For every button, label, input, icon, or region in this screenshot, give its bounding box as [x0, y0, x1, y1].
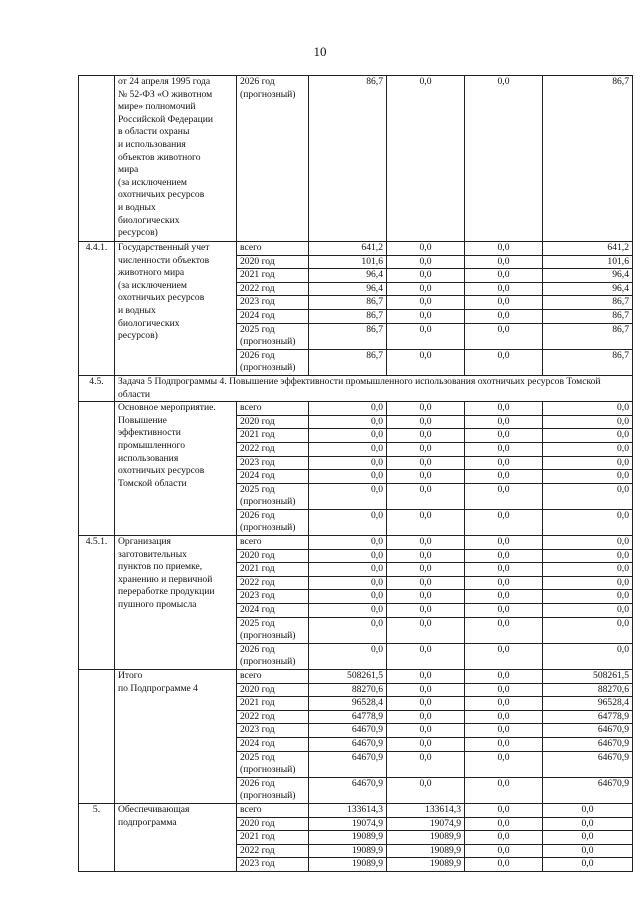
total-value: 0,0 — [309, 415, 387, 429]
year-label: 2026 год (прогнозный) — [237, 76, 309, 242]
federal-value: 0,0 — [387, 349, 465, 375]
task-4-5-row — [79, 375, 633, 401]
federal-value: 0,0 — [387, 536, 465, 550]
regional-value: 0,0 — [465, 576, 543, 590]
year-label: 2022 год — [237, 282, 309, 296]
federal-value: 0,0 — [387, 509, 465, 535]
federal-value: 19089,9 — [387, 844, 465, 858]
other-value: 0,0 — [543, 831, 633, 845]
year-label: 2021 год — [237, 269, 309, 283]
year-label: 2023 год — [237, 456, 309, 470]
year-label: 2023 год — [237, 590, 309, 604]
item-5-row — [79, 803, 633, 817]
total-value: 133614,3 — [309, 803, 387, 817]
total-value: 64670,9 — [309, 737, 387, 751]
other-value: 0,0 — [543, 858, 633, 872]
federal-value: 0,0 — [387, 282, 465, 296]
year-label: 2026 год (прогнозный) — [237, 349, 309, 375]
year-label: всего — [237, 536, 309, 550]
regional-value: 0,0 — [465, 242, 543, 256]
regional-value: 0,0 — [465, 549, 543, 563]
total-value: 0,0 — [309, 456, 387, 470]
regional-value: 0,0 — [465, 617, 543, 643]
total-value: 101,6 — [309, 255, 387, 269]
total-value: 0,0 — [309, 509, 387, 535]
total-value: 0,0 — [309, 604, 387, 618]
other-value: 64670,9 — [543, 737, 633, 751]
regional-value: 0,0 — [465, 470, 543, 484]
regional-value: 0,0 — [465, 683, 543, 697]
total-value: 96,4 — [309, 269, 387, 283]
year-label: 2023 год — [237, 296, 309, 310]
year-label: 2025 год (прогнозный) — [237, 483, 309, 509]
total-value: 508261,5 — [309, 670, 387, 684]
total-value: 0,0 — [309, 429, 387, 443]
regional-value: 0,0 — [465, 483, 543, 509]
other-value: 0,0 — [543, 604, 633, 618]
regional-value: 0,0 — [465, 442, 543, 456]
row-number: 5. — [79, 803, 115, 871]
measure-description: Государственный учет численности объектов животного мира (за исключением охотничьих ресурсов и водных биологических ресурсов) — [115, 242, 237, 376]
federal-value: 0,0 — [387, 242, 465, 256]
other-value: 96528,4 — [543, 697, 633, 711]
other-value: 0,0 — [543, 402, 633, 416]
regional-value: 0,0 — [465, 858, 543, 872]
other-value: 64778,9 — [543, 710, 633, 724]
year-label: 2023 год — [237, 858, 309, 872]
federal-value: 0,0 — [387, 76, 465, 242]
regional-value: 0,0 — [465, 309, 543, 323]
regional-value: 0,0 — [465, 255, 543, 269]
year-label: 2024 год — [237, 470, 309, 484]
other-value: 641,2 — [543, 242, 633, 256]
total-value: 86,7 — [309, 76, 387, 242]
regional-value: 0,0 — [465, 282, 543, 296]
regional-value: 0,0 — [465, 817, 543, 831]
total-value: 86,7 — [309, 309, 387, 323]
year-label: 2020 год — [237, 817, 309, 831]
regional-value: 0,0 — [465, 402, 543, 416]
year-label: 2023 год — [237, 724, 309, 738]
other-value: 64670,9 — [543, 751, 633, 777]
budget-table — [78, 75, 633, 872]
other-value: 0,0 — [543, 470, 633, 484]
total-value: 64670,9 — [309, 777, 387, 803]
year-label: 2020 год — [237, 549, 309, 563]
other-value: 96,4 — [543, 269, 633, 283]
total-value: 0,0 — [309, 536, 387, 550]
total-value: 86,7 — [309, 349, 387, 375]
other-value: 0,0 — [543, 590, 633, 604]
total-value: 96,4 — [309, 282, 387, 296]
year-label: 2025 год (прогнозный) — [237, 323, 309, 349]
federal-value: 0,0 — [387, 751, 465, 777]
total-value: 96528,4 — [309, 697, 387, 711]
total-value: 19074,9 — [309, 817, 387, 831]
regional-value: 0,0 — [465, 509, 543, 535]
regional-value: 0,0 — [465, 563, 543, 577]
federal-value: 0,0 — [387, 483, 465, 509]
year-label: 2024 год — [237, 309, 309, 323]
regional-value: 0,0 — [465, 604, 543, 618]
other-value: 0,0 — [543, 442, 633, 456]
regional-value: 0,0 — [465, 296, 543, 310]
row-number: 4.5. — [79, 375, 115, 401]
federal-value: 0,0 — [387, 683, 465, 697]
other-value: 0,0 — [543, 415, 633, 429]
other-value: 86,7 — [543, 309, 633, 323]
year-label: 2021 год — [237, 563, 309, 577]
other-value: 86,7 — [543, 323, 633, 349]
regional-value: 0,0 — [465, 349, 543, 375]
federal-value: 0,0 — [387, 255, 465, 269]
year-label: всего — [237, 242, 309, 256]
row-number: 4.4.1. — [79, 242, 115, 376]
other-value: 86,7 — [543, 296, 633, 310]
other-value: 0,0 — [543, 563, 633, 577]
year-label: всего — [237, 670, 309, 684]
federal-value: 0,0 — [387, 456, 465, 470]
other-value: 64670,9 — [543, 777, 633, 803]
federal-value: 0,0 — [387, 429, 465, 443]
main-activity-row — [79, 402, 633, 416]
item-4-4-1-row — [79, 242, 633, 256]
federal-value: 0,0 — [387, 643, 465, 669]
row-number — [79, 402, 115, 536]
total-value: 0,0 — [309, 563, 387, 577]
regional-value: 0,0 — [465, 710, 543, 724]
regional-value: 0,0 — [465, 803, 543, 817]
federal-value: 19089,9 — [387, 858, 465, 872]
federal-value: 0,0 — [387, 269, 465, 283]
year-label: 2020 год — [237, 255, 309, 269]
continuation-row — [79, 76, 633, 242]
other-value: 0,0 — [543, 643, 633, 669]
measure-description: Организация заготовительных пунктов по приемке, хранению и первичной переработке продукции пушного промысла — [115, 536, 237, 670]
other-value: 0,0 — [543, 844, 633, 858]
year-label: всего — [237, 803, 309, 817]
year-label: 2024 год — [237, 604, 309, 618]
regional-value: 0,0 — [465, 777, 543, 803]
measure-description: Итого по Подпрограмме 4 — [115, 670, 237, 804]
other-value: 0,0 — [543, 549, 633, 563]
federal-value: 0,0 — [387, 309, 465, 323]
total-value: 0,0 — [309, 483, 387, 509]
federal-value: 0,0 — [387, 563, 465, 577]
regional-value: 0,0 — [465, 323, 543, 349]
total-value: 641,2 — [309, 242, 387, 256]
page-number: 10 — [313, 44, 327, 59]
federal-value: 0,0 — [387, 710, 465, 724]
total-value: 19089,9 — [309, 858, 387, 872]
year-label: 2022 год — [237, 576, 309, 590]
total-value: 0,0 — [309, 442, 387, 456]
regional-value: 0,0 — [465, 590, 543, 604]
regional-value: 0,0 — [465, 724, 543, 738]
federal-value: 0,0 — [387, 590, 465, 604]
federal-value: 0,0 — [387, 549, 465, 563]
other-value: 0,0 — [543, 803, 633, 817]
year-label: 2026 год (прогнозный) — [237, 777, 309, 803]
total-value: 0,0 — [309, 549, 387, 563]
federal-value: 19089,9 — [387, 831, 465, 845]
regional-value: 0,0 — [465, 456, 543, 470]
other-value: 64670,9 — [543, 724, 633, 738]
other-value: 0,0 — [543, 576, 633, 590]
federal-value: 0,0 — [387, 415, 465, 429]
total-value: 0,0 — [309, 617, 387, 643]
year-label: 2022 год — [237, 710, 309, 724]
year-label: 2025 год (прогнозный) — [237, 751, 309, 777]
federal-value: 0,0 — [387, 576, 465, 590]
total-value: 0,0 — [309, 643, 387, 669]
year-label: всего — [237, 402, 309, 416]
federal-value: 0,0 — [387, 617, 465, 643]
year-label: 2021 год — [237, 697, 309, 711]
federal-value: 0,0 — [387, 604, 465, 618]
regional-value: 0,0 — [465, 737, 543, 751]
other-value: 508261,5 — [543, 670, 633, 684]
total-value: 64670,9 — [309, 724, 387, 738]
task-description: Задача 5 Подпрограммы 4. Повышение эффективности промышленного использования охотничьих ресурсов Томской области — [115, 375, 633, 401]
year-label: 2024 год — [237, 737, 309, 751]
total-value: 19089,9 — [309, 844, 387, 858]
regional-value: 0,0 — [465, 415, 543, 429]
total-value: 0,0 — [309, 590, 387, 604]
row-number — [79, 670, 115, 804]
other-value: 0,0 — [543, 429, 633, 443]
other-value: 0,0 — [543, 483, 633, 509]
item-4-5-1-row — [79, 536, 633, 550]
year-label: 2022 год — [237, 844, 309, 858]
measure-description: Основное мероприятие. Повышение эффективности промышленного использования охотничьих ресурсов Томской области — [115, 402, 237, 536]
year-label: 2020 год — [237, 683, 309, 697]
year-label: 2026 год (прогнозный) — [237, 509, 309, 535]
regional-value: 0,0 — [465, 76, 543, 242]
federal-value: 0,0 — [387, 470, 465, 484]
measure-description: от 24 апреля 1995 года № 52-ФЗ «О животном мире» полномочий Российской Федерации в области охраны и использования объектов животного мира (за исключением охотничьих ресурсов и водных биологических ресурсов) — [115, 76, 237, 242]
federal-value: 0,0 — [387, 670, 465, 684]
total-subprogram-4-row — [79, 670, 633, 684]
regional-value: 0,0 — [465, 429, 543, 443]
total-value: 86,7 — [309, 296, 387, 310]
other-value: 96,4 — [543, 282, 633, 296]
regional-value: 0,0 — [465, 831, 543, 845]
federal-value: 0,0 — [387, 777, 465, 803]
row-number: 4.5.1. — [79, 536, 115, 670]
federal-value: 0,0 — [387, 296, 465, 310]
federal-value: 0,0 — [387, 724, 465, 738]
regional-value: 0,0 — [465, 269, 543, 283]
federal-value: 0,0 — [387, 442, 465, 456]
other-value: 88270,6 — [543, 683, 633, 697]
regional-value: 0,0 — [465, 697, 543, 711]
total-value: 64670,9 — [309, 751, 387, 777]
regional-value: 0,0 — [465, 751, 543, 777]
total-value: 19089,9 — [309, 831, 387, 845]
total-value: 0,0 — [309, 576, 387, 590]
total-value: 64778,9 — [309, 710, 387, 724]
other-value: 101,6 — [543, 255, 633, 269]
total-value: 0,0 — [309, 470, 387, 484]
other-value: 86,7 — [543, 76, 633, 242]
regional-value: 0,0 — [465, 844, 543, 858]
regional-value: 0,0 — [465, 643, 543, 669]
total-value: 86,7 — [309, 323, 387, 349]
other-value: 0,0 — [543, 509, 633, 535]
regional-value: 0,0 — [465, 536, 543, 550]
federal-value: 19074,9 — [387, 817, 465, 831]
regional-value: 0,0 — [465, 670, 543, 684]
other-value: 0,0 — [543, 817, 633, 831]
year-label: 2025 год (прогнозный) — [237, 617, 309, 643]
federal-value: 0,0 — [387, 323, 465, 349]
year-label: 2021 год — [237, 429, 309, 443]
year-label: 2026 год (прогнозный) — [237, 643, 309, 669]
row-number — [79, 76, 115, 242]
federal-value: 0,0 — [387, 697, 465, 711]
federal-value: 0,0 — [387, 402, 465, 416]
federal-value: 0,0 — [387, 737, 465, 751]
total-value: 88270,6 — [309, 683, 387, 697]
other-value: 0,0 — [543, 456, 633, 470]
measure-description: Обеспечивающая подпрограмма — [115, 803, 237, 871]
year-label: 2021 год — [237, 831, 309, 845]
year-label: 2020 год — [237, 415, 309, 429]
other-value: 0,0 — [543, 617, 633, 643]
other-value: 86,7 — [543, 349, 633, 375]
total-value: 0,0 — [309, 402, 387, 416]
other-value: 0,0 — [543, 536, 633, 550]
federal-value: 133614,3 — [387, 803, 465, 817]
year-label: 2022 год — [237, 442, 309, 456]
